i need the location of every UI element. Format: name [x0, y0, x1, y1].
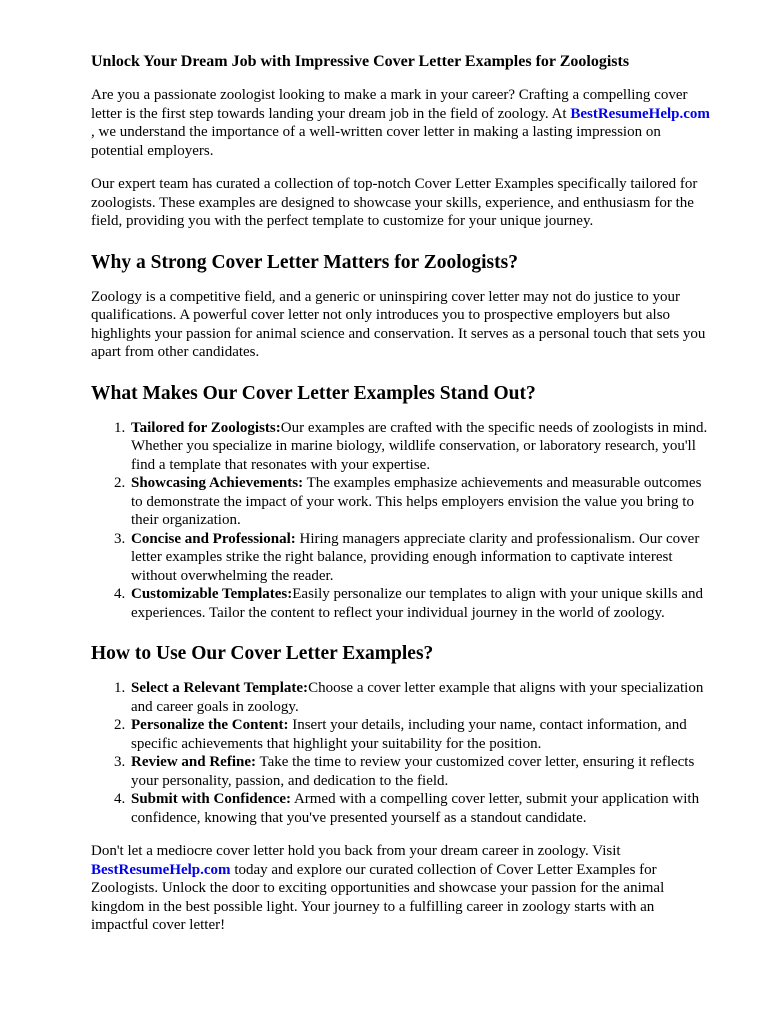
bestresumehelp-link[interactable]: BestResumeHelp.com: [570, 105, 710, 122]
closing-paragraph: [91, 842, 712, 935]
bestresumehelp-link[interactable]: BestResumeHelp.com: [91, 861, 231, 878]
list-item: [129, 419, 712, 475]
list-item: [129, 530, 712, 586]
section-heading-how-to-use: How to Use Our Cover Letter Examples?: [91, 643, 434, 664]
list-item: [129, 790, 712, 827]
list-item-text: Armed with a compelling cover letter, submit your application with confidence, knowing that you've presented yourself as a standout candidate.: [131, 791, 700, 826]
list-item-text: Insert your details, including your name, contact information, and specific achievements that highlight your suitability for the position.: [131, 717, 687, 752]
paragraph-text: Don't let a mediocre cover letter hold you back from your dream career in zoology. Visit: [91, 843, 621, 859]
intro-paragraph-2: Our expert team has curated a collection of top-notch Cover Letter Examples specifically tailored for zoologists. These examples are designed to showcase your skills, experience, and enthusiasm for the field, providing you with the perfect template to customize for your unique journey.: [91, 176, 698, 229]
section-heading-stand-out: What Makes Our Cover Letter Examples Stand Out?: [91, 382, 536, 404]
stand-out-list: [91, 419, 712, 623]
intro-paragraph-1: [91, 86, 712, 160]
list-item: [129, 585, 712, 622]
list-item-text: Take the time to review your customized cover letter, ensuring it reflects your personality, passion, and dedication to the field.: [131, 754, 695, 789]
list-item: [129, 474, 712, 530]
list-item-text: The examples emphasize achievements and measurable outcomes to demonstrate the impact of your work. This helps employers envision the value you bring to their organization.: [131, 475, 702, 528]
list-item-text: Easily personalize our templates to align with your unique skills and experiences. Tailor the content to reflect your individual journey in the world of zoology.: [131, 586, 703, 621]
list-item-label: Tailored for Zoologists:: [131, 419, 281, 436]
list-item-text: Our examples are crafted with the specific needs of zoologists in mind. Whether you specialize in marine biology, wildlife conservation, or laboratory research, you'll find a template that resonates with your expertise.: [131, 419, 708, 473]
list-item-label: Customizable Templates:: [131, 586, 293, 602]
why-strong-paragraph: Zoology is a competitive field, and a generic or uninspiring cover letter may not do justice to your qualifications. A powerful cover letter not only introduces you to prospective employers but also highlights your passion for animal science and conservation. It serves as a personal touch that sets you apart from other candidates.: [91, 288, 706, 360]
list-item-label: Submit with Confidence:: [131, 791, 292, 807]
list-item-label: Review and Refine:: [131, 754, 256, 770]
list-item-label: Select a Relevant Template:: [131, 680, 309, 696]
list-item-text: Choose a cover letter example that aligns with your specialization and career goals in zoology.: [131, 680, 704, 715]
list-item-text: Hiring managers appreciate clarity and professionalism. Our cover letter examples strike the right balance, providing enough information to captivate interest without overwhelming the reader.: [131, 530, 700, 584]
list-item: [129, 753, 712, 790]
list-item: [129, 679, 712, 716]
list-item-label: Showcasing Achievements:: [131, 475, 304, 491]
list-item-label: Concise and Professional:: [131, 530, 296, 547]
list-item-label: Personalize the Content:: [131, 717, 289, 733]
paragraph-text: , we understand the importance of a well-written cover letter in making a lasting impression on potential employers.: [91, 124, 661, 159]
how-to-use-list: [91, 679, 712, 827]
page-title: Unlock Your Dream Job with Impressive Cover Letter Examples for Zoologists: [91, 53, 630, 70]
paragraph-text: today and explore our curated collection of Cover Letter Examples for Zoologists. Unlock the door to exciting opportunities and showcase your passion for the animal kingdom in the best possible light. Your journey to a fulfilling career in zoology starts with an impactful cover letter!: [91, 861, 665, 933]
paragraph-text: Are you a passionate zoologist looking to make a mark in your career? Crafting a compelling cover letter is the first step towards landing your dream job in the field of zoology. At: [91, 87, 688, 122]
section-heading-why-strong-cover-letter: Why a Strong Cover Letter Matters for Zoologists?: [91, 251, 518, 273]
list-item: [129, 716, 712, 753]
